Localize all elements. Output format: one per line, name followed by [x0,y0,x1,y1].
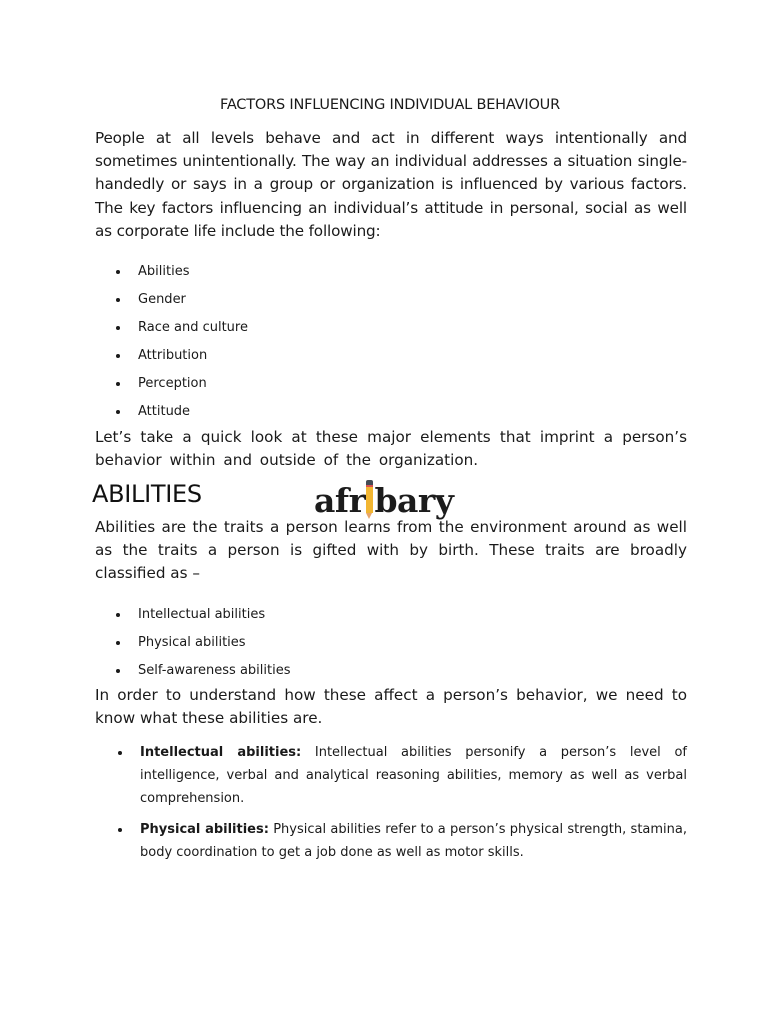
abilities-paragraph: Abilities are the traits a person learns from the environment around as well as the traits a person is gifted with by birth. These traits are broadly classified as – [95,518,687,583]
bullet-icon [116,641,120,645]
document-title: FACTORS INFLUENCING INDIVIDUAL BEHAVIOUR [220,97,560,113]
list-item [112,258,248,286]
logo-text-right: bary [374,481,454,520]
bullet-icon [116,669,120,673]
ability-detail-list [115,741,687,810]
list-item-label: Perception [138,376,207,391]
list-item-label: Gender [138,292,186,307]
bullet-icon [116,410,120,414]
list-item-label: Physical abilities [138,635,246,650]
list-item [112,342,248,370]
ability-term: Physical abilities: [140,822,269,837]
bullet-icon [116,354,120,358]
list-item-label: Attitude [138,404,191,419]
list-item-label: Self-awareness abilities [138,663,291,678]
bullet-icon [116,613,120,617]
order-paragraph: In order to understand how these affect a person’s behavior, we need to know what these abilities are. [95,686,687,728]
list-item-label: Intellectual abilities [138,607,266,622]
bullet-icon [118,828,122,832]
list-item-label: Race and culture [138,320,248,335]
bullet-icon [116,326,120,330]
list-item [112,314,248,342]
ability-description: Physical abilities refer to a person’s physical strength, stamina, body coordination to get a job done as well as motor skills. [140,822,687,860]
list-item-label: Attribution [138,348,208,363]
list-item [112,286,248,314]
ability-detail-item [115,741,687,810]
ability-detail-item [115,818,687,864]
bullet-icon [116,382,120,386]
bullet-icon [116,298,120,302]
factors-list [112,258,248,426]
bullet-icon [116,270,120,274]
bullet-icon [118,751,122,755]
ability-types-list [112,601,291,685]
ability-description: Intellectual abilities personify a person’s level of intelligence, verbal and analytical reasoning abilities, memory as well as verbal comprehension. [140,745,687,806]
intro-paragraph: People at all levels behave and act in different ways intentionally and sometimes unintentionally. The way an individual addresses a situation single-handedly or says in a group or organization is influenced by various factors. The key factors influencing an individual’s attitude in personal, social as well as corporate life include the following: [95,129,687,240]
look-paragraph: Let’s take a quick look at these major elements that imprint a person’s behavior within and outside of the organization. [95,428,687,470]
ability-term: Intellectual abilities: [140,745,302,760]
list-item [112,657,291,685]
section-heading-abilities: ABILITIES [92,480,202,508]
list-item [112,601,291,629]
pencil-icon [366,480,373,520]
list-item [112,629,291,657]
list-item-label: Abilities [138,264,190,279]
list-item [112,398,248,426]
logo-text-left: afr [314,481,366,520]
list-item [112,370,248,398]
ability-detail-list [115,818,687,864]
